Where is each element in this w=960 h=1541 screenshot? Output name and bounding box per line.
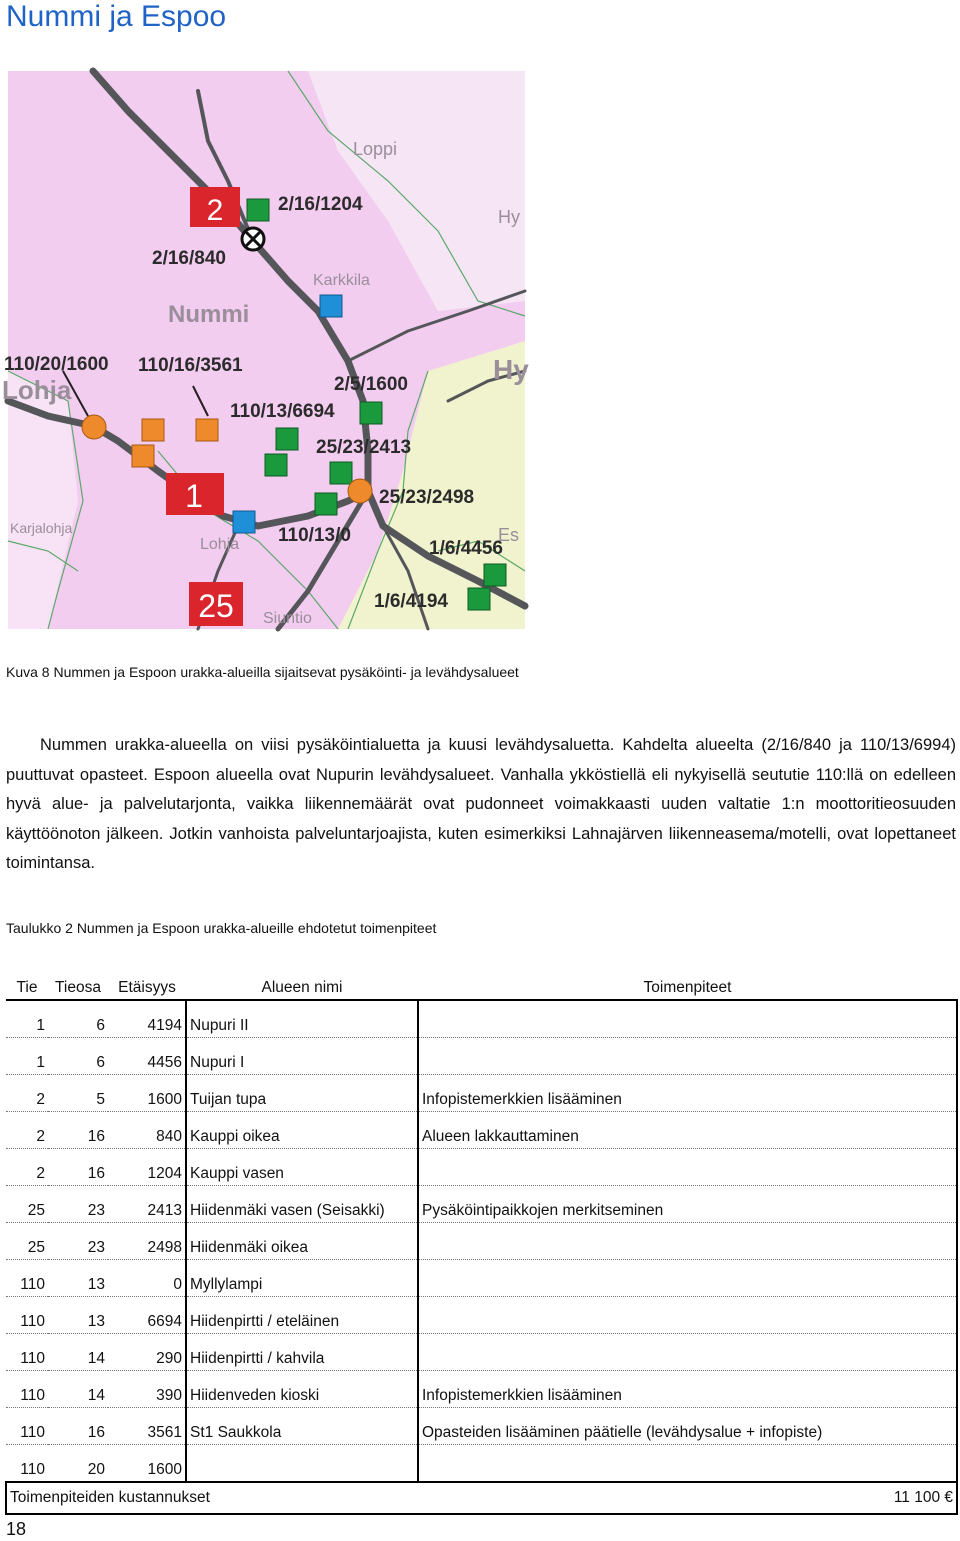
cell-toimenpiteet: Pysäköintipaikkojen merkitseminen <box>418 1186 957 1223</box>
cell-tieosa: 23 <box>48 1223 108 1260</box>
marker-1-6-4194 <box>468 588 490 610</box>
cell-tieosa: 20 <box>48 1445 108 1483</box>
place-label-karjalohja: Karjalohja <box>10 520 73 536</box>
table-row <box>6 1112 957 1149</box>
total-label: Toimenpiteiden kustannukset <box>6 1482 418 1514</box>
place-label-loppi: Loppi <box>353 139 398 159</box>
total-row <box>6 1482 957 1514</box>
marker-110-13-6694-b <box>265 454 287 476</box>
cell-etaisyys: 3561 <box>108 1408 186 1445</box>
cell-alueen-nimi: St1 Saukkola <box>186 1408 418 1445</box>
table-row <box>6 1149 957 1186</box>
cell-alueen-nimi: Nupuri II <box>186 1000 418 1038</box>
table-row <box>6 1371 957 1408</box>
cell-tie: 110 <box>6 1260 48 1297</box>
cell-alueen-nimi: Nupuri I <box>186 1038 418 1075</box>
cell-toimenpiteet <box>418 1445 957 1483</box>
area-badge-2 <box>190 187 240 227</box>
marker-2-16-1204 <box>247 199 269 221</box>
measures-table <box>5 977 958 1515</box>
site-label-1-6-4456: 1/6/4456 <box>429 538 503 559</box>
cell-tie: 1 <box>6 1038 48 1075</box>
site-label-110-13-6694: 110/13/6694 <box>230 401 335 422</box>
place-label-hy-south: Hy <box>493 354 529 385</box>
cell-alueen-nimi: Kauppi vasen <box>186 1149 418 1186</box>
marker-110-13-0 <box>315 493 337 515</box>
table-row <box>6 1260 957 1297</box>
cell-toimenpiteet <box>418 1038 957 1075</box>
cell-tieosa: 14 <box>48 1371 108 1408</box>
cell-tie: 110 <box>6 1334 48 1371</box>
table-body <box>6 1000 957 1482</box>
cell-etaisyys: 2413 <box>108 1186 186 1223</box>
cell-alueen-nimi <box>186 1445 418 1483</box>
cell-toimenpiteet <box>418 1260 957 1297</box>
cell-toimenpiteet <box>418 1223 957 1260</box>
page-title: Nummi ja Espoo <box>6 0 227 33</box>
site-label-25-23-2413: 25/23/2413 <box>316 437 412 458</box>
svg-text:1: 1 <box>185 478 203 514</box>
total-value: 11 100 € <box>418 1482 957 1514</box>
cell-tie: 110 <box>6 1371 48 1408</box>
cell-toimenpiteet <box>418 1149 957 1186</box>
site-label-110-13-0: 110/13/0 <box>278 525 351 546</box>
header-tieosa: Tieosa <box>55 979 101 996</box>
page-number: 18 <box>6 1519 27 1539</box>
site-label-110-16-3561: 110/16/3561 <box>138 355 243 376</box>
cell-alueen-nimi: Hiidenpirtti / eteläinen <box>186 1297 418 1334</box>
header-tie: Tie <box>16 979 38 996</box>
cell-toimenpiteet: Opasteiden lisääminen päätielle (levähdysalue + infopiste) <box>418 1408 957 1445</box>
svg-text:2: 2 <box>206 194 224 227</box>
marker-1-6-4456 <box>484 564 506 586</box>
cell-tieosa: 6 <box>48 1000 108 1038</box>
table-header-row <box>6 977 957 1000</box>
cell-tie: 110 <box>6 1297 48 1334</box>
place-label-karkkila: Karkkila <box>313 272 370 289</box>
cell-tieosa: 16 <box>48 1149 108 1186</box>
table-caption: Taulukko 2 Nummen ja Espoon urakka-alueille ehdotetut toimenpiteet <box>6 920 437 936</box>
cell-tieosa: 13 <box>48 1260 108 1297</box>
place-label-es: Es <box>498 525 520 545</box>
cell-tie: 2 <box>6 1149 48 1186</box>
svg-text:25: 25 <box>198 588 234 624</box>
site-label-25-23-2498: 25/23/2498 <box>379 487 475 508</box>
cell-tieosa: 5 <box>48 1075 108 1112</box>
marker-25-23-2413 <box>330 462 352 484</box>
cell-etaisyys: 4456 <box>108 1038 186 1075</box>
place-label-nummi: Nummi <box>168 301 250 328</box>
cell-tieosa: 13 <box>48 1297 108 1334</box>
body-paragraph: Nummen urakka-alueella on viisi pysäköintialuetta ja kuusi levähdysaluetta. Kahdelta alueelta (2/16/840 ja 110/13/6994) puuttuvat opasteet. Espoon alueella ovat Nupurin levähdysalueet. Vanhalla ykköstiellä eli nykyisellä seututie 110:llä on edelleen hyvä alue- ja palvelutarjonta, vaikka liikennemäärät ovat pudonneet voimakkaasti uuden valtatie 1:n moottoritieosuuden käyttöönoton jälkeen. Jotkin vanhoista palveluntarjoajista, kuten esimerkiksi Lahnajärven liikenneasema/motelli, ovat lopettaneet toimintansa. <box>6 736 956 872</box>
cell-tieosa: 16 <box>48 1408 108 1445</box>
cell-alueen-nimi: Hiidenpirtti / kahvila <box>186 1334 418 1371</box>
cell-tie: 1 <box>6 1000 48 1038</box>
cell-tieosa: 23 <box>48 1186 108 1223</box>
cell-etaisyys: 4194 <box>108 1000 186 1038</box>
measures-table-container <box>5 977 956 1515</box>
table-row <box>6 1000 957 1038</box>
header-toimenpiteet: Toimenpiteet <box>643 979 732 996</box>
table-row <box>6 1075 957 1112</box>
cell-toimenpiteet: Alueen lakkauttaminen <box>418 1112 957 1149</box>
cell-alueen-nimi: Myllylampi <box>186 1260 418 1297</box>
table-row <box>6 1186 957 1223</box>
figure-caption: Kuva 8 Nummen ja Espoon urakka-alueilla sijaitsevat pysäköinti- ja levähdysalueet <box>6 664 519 680</box>
site-label-2-16-840: 2/16/840 <box>152 248 226 269</box>
place-label-lohja-west: Lohja <box>2 375 72 405</box>
cell-alueen-nimi: Hiidenmäki oikea <box>186 1223 418 1260</box>
site-label-1-6-4194: 1/6/4194 <box>374 591 448 612</box>
cell-alueen-nimi: Hiidenmäki vasen (Seisakki) <box>186 1186 418 1223</box>
cell-toimenpiteet <box>418 1334 957 1371</box>
cell-tieosa: 14 <box>48 1334 108 1371</box>
cell-etaisyys: 1204 <box>108 1149 186 1186</box>
table-row <box>6 1297 957 1334</box>
cell-tie: 110 <box>6 1445 48 1483</box>
area-badge-25 <box>189 582 243 626</box>
place-label-siuntio: Siuntio <box>263 610 312 627</box>
area-badge-1 <box>166 473 224 515</box>
cell-etaisyys: 290 <box>108 1334 186 1371</box>
cell-tie: 2 <box>6 1112 48 1149</box>
cell-etaisyys: 1600 <box>108 1445 186 1483</box>
cell-etaisyys: 2498 <box>108 1223 186 1260</box>
header-alueen-nimi: Alueen nimi <box>261 979 343 996</box>
area-map <box>2 71 529 629</box>
cell-tie: 25 <box>6 1186 48 1223</box>
table-row <box>6 1445 957 1483</box>
marker-2-5-1600 <box>360 402 382 424</box>
cell-toimenpiteet: Infopistemerkkien lisääminen <box>418 1075 957 1112</box>
cell-etaisyys: 0 <box>108 1260 186 1297</box>
cell-etaisyys: 6694 <box>108 1297 186 1334</box>
cell-tieosa: 6 <box>48 1038 108 1075</box>
header-etaisyys: Etäisyys <box>118 979 176 996</box>
site-label-2-16-1204: 2/16/1204 <box>278 194 363 215</box>
body-text <box>6 731 956 879</box>
place-label-hy-north: Hy <box>498 207 520 227</box>
table-row <box>6 1408 957 1445</box>
cell-tie: 25 <box>6 1223 48 1260</box>
cell-alueen-nimi: Kauppi oikea <box>186 1112 418 1149</box>
cell-alueen-nimi: Tuijan tupa <box>186 1075 418 1112</box>
marker-110-13-6694 <box>276 428 298 450</box>
site-label-110-20-1600: 110/20/1600 <box>4 354 109 375</box>
cell-etaisyys: 390 <box>108 1371 186 1408</box>
place-label-lohja: Lohja <box>200 536 240 553</box>
cell-toimenpiteet <box>418 1297 957 1334</box>
table-row <box>6 1038 957 1075</box>
cell-tie: 2 <box>6 1075 48 1112</box>
closure-marker-icon <box>242 228 264 250</box>
cell-tie: 110 <box>6 1408 48 1445</box>
site-label-2-5-1600: 2/5/1600 <box>334 374 408 395</box>
cell-toimenpiteet <box>418 1000 957 1038</box>
table-row <box>6 1223 957 1260</box>
cell-etaisyys: 1600 <box>108 1075 186 1112</box>
cell-tieosa: 16 <box>48 1112 108 1149</box>
cell-etaisyys: 840 <box>108 1112 186 1149</box>
cell-alueen-nimi: Hiidenveden kioski <box>186 1371 418 1408</box>
table-row <box>6 1334 957 1371</box>
cell-toimenpiteet: Infopistemerkkien lisääminen <box>418 1371 957 1408</box>
